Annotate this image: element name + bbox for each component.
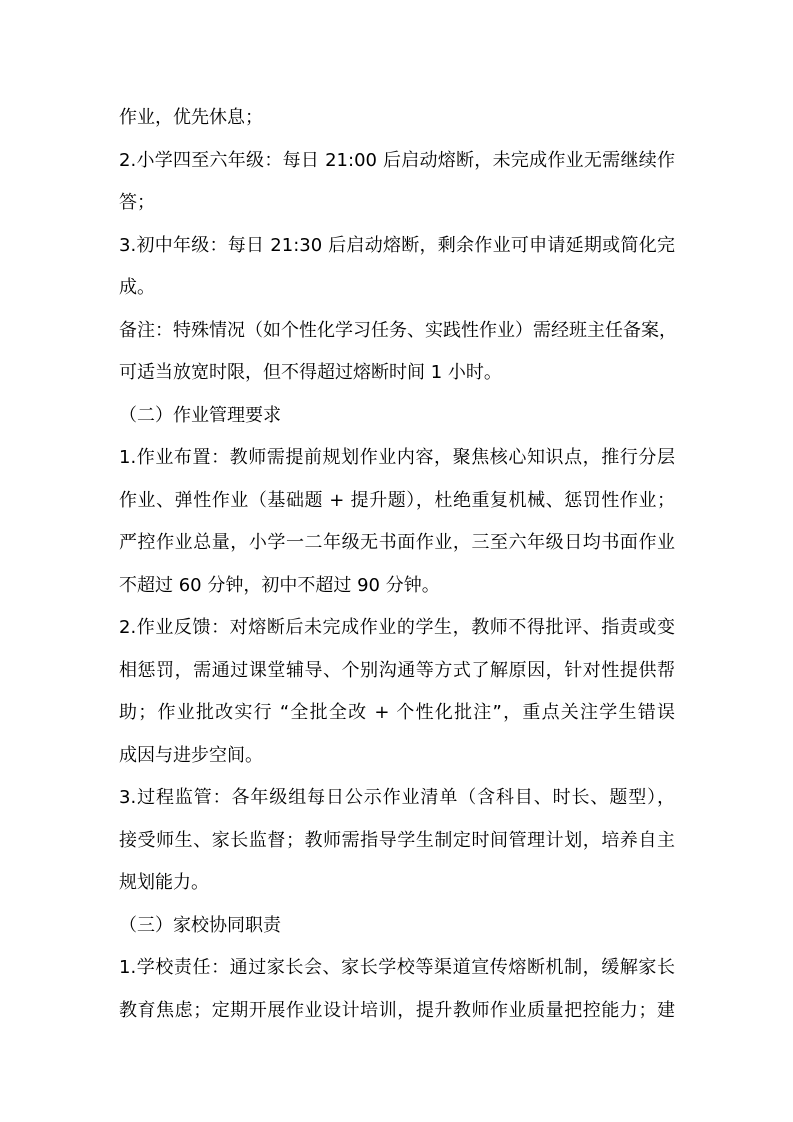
text-line: 1.作业布置：教师需提前规划作业内容，聚焦核心知识点，推行分层 <box>119 447 675 468</box>
text-line: 答； <box>119 192 155 213</box>
section-heading: （二）作业管理要求 <box>119 405 281 426</box>
text-line: 不超过 60 分钟，初中不超过 90 分钟。 <box>119 575 440 596</box>
text-line: 1.学校责任：通过家长会、家长学校等渠道宣传熔断机制，缓解家长 <box>119 957 675 978</box>
text-line: 作业、弹性作业（基础题 + 提升题），杜绝重复机械、惩罚性作业； <box>119 490 675 511</box>
text-line: 作业，优先休息； <box>119 107 263 128</box>
text-line: 3.过程监管：各年级组每日公示作业清单（含科目、时长、题型）， <box>119 787 675 808</box>
text-line: 成。 <box>119 277 155 298</box>
text-line: 2.小学四至六年级：每日 21:00 后启动熔断，未完成作业无需继续作 <box>119 150 675 171</box>
text-line: 助；作业批改实行 “全批全改 + 个性化批注”，重点关注学生错误 <box>119 702 675 723</box>
text-line: 备注：特殊情况（如个性化学习任务、实践性作业）需经班主任备案， <box>119 320 677 341</box>
text-line: 规划能力。 <box>119 872 209 893</box>
section-heading: （三）家校协同职责 <box>119 915 281 936</box>
text-line: 3.初中年级：每日 21:30 后启动熔断，剩余作业可申请延期或简化完 <box>119 235 675 256</box>
text-line: 2.作业反馈：对熔断后未完成作业的学生，教师不得批评、指责或变 <box>119 617 675 638</box>
text-line: 教育焦虑；定期开展作业设计培训，提升教师作业质量把控能力；建 <box>119 1000 675 1021</box>
text-line: 接受师生、家长监督；教师需指导学生制定时间管理计划，培养自主 <box>119 830 675 851</box>
text-line: 可适当放宽时限，但不得超过熔断时间 1 小时。 <box>119 362 502 383</box>
text-line: 成因与进步空间。 <box>119 745 263 766</box>
text-line: 严控作业总量，小学一二年级无书面作业，三至六年级日均书面作业 <box>119 532 675 553</box>
text-line: 相惩罚，需通过课堂辅导、个别沟通等方式了解原因，针对性提供帮 <box>119 660 675 681</box>
